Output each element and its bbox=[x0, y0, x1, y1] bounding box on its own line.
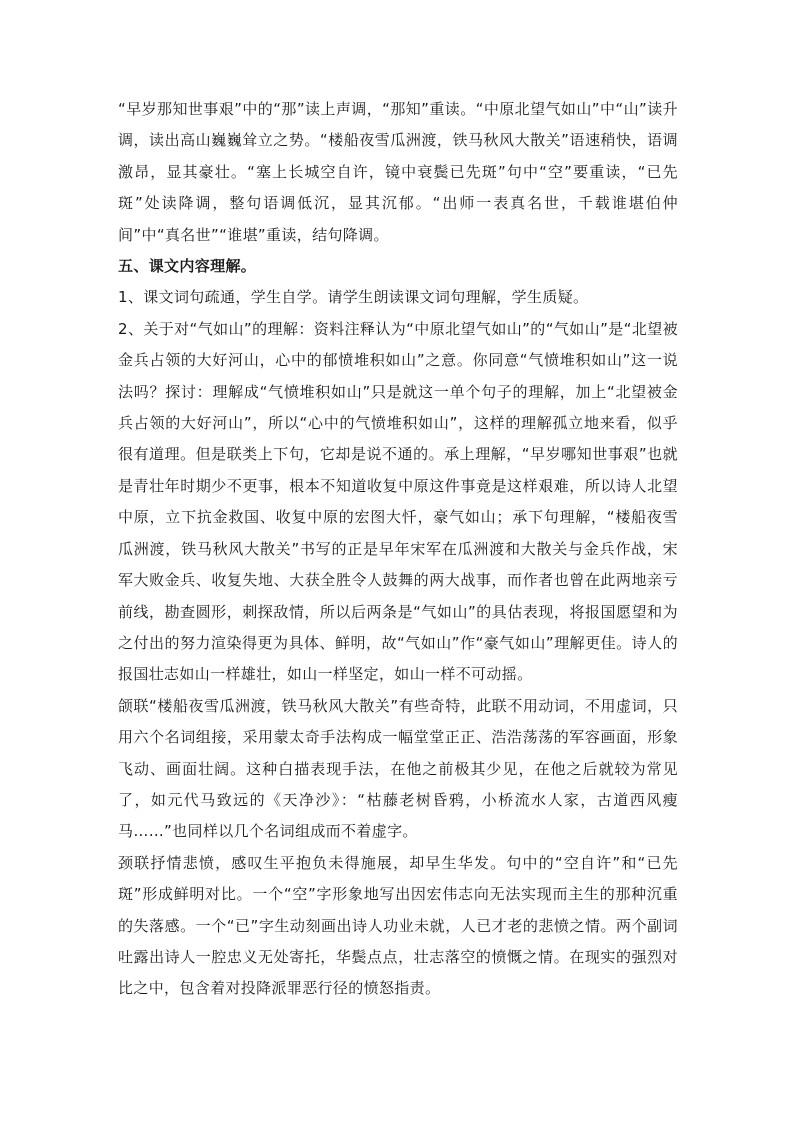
list-item: 2、关于对“气如山”的理解：资料注释认为“中原北望气如山”的“气如山”是“北望被金兵占领的大好河山，心中的郁愤堆积如山”之意。你同意“气愤堆积如山”这一说法吗？探讨：理解成“气愤堆积如山”只是就这一单个句子的理解，加上“北望被金兵占领的大好河山”，所以“心中的气愤堆积如山”，这样的理解孤立地来看，似乎很有道理。但是联类上下句，它却是说不通的。承上理解，“早岁哪知世事艰”也就是青壮年时期少不更事，根本不知道收复中原这件事竟是这样艰难，所以诗人北望中原，立下抗金救国、收复中原的宏图大忏，豪气如山；承下句理解，“楼船夜雪瓜洲渡，铁马秋风大散关”书写的正是早年宋军在瓜洲渡和大散关与金兵作战，宋军大败金兵、收复失地、大获全胜令人鼓舞的两大战事，而作者也曾在此两地亲亏前线，勘查圆形，刺探敌情，所以后两条是“气如山”的具估表现，将报国愿望和为之付出的努力渲染得更为具体、鲜明，故“气如山”作“豪气如山”理解更佳。诗人的报国壮志如山一样雄壮，如山一样坚定，如山一样不可动摇。 bbox=[118, 319, 678, 684]
list-item: 颈联抒情悲愤，感叹生平抱负未得施展，却早生华发。句中的“空自许”和“已先斑”形成鲜明对比。一个“空”字形象地写出因宏伟志向无法实现而主生的那种沉重的失落感。一个“已”字生动刻画出诗人功业未就，人已才老的悲愤之情。两个副词吐露出诗人一腔忠义无处寄托，华鬓点点，壮志落空的愤慨之情。在现实的强烈对比之中，包含着对投降派罪恶行径的愤怒指责。 bbox=[118, 853, 678, 998]
document-page bbox=[118, 94, 678, 1005]
section-title: 五、课文内容理解。 bbox=[118, 257, 257, 276]
reading-guide-paragraph: “早岁那知世事艰”中的“那”读上声调，“那知”重读。“中原北望气如山”中“山”读升调，读出高山巍巍耸立之势。“楼船夜雪瓜洲渡，铁马秋风大散关”语速稍快，语调激昂，显其豪壮。“塞上长城空自许，镜中衰鬓已先斑”句中“空”要重读，“已先斑”处读降调，整句语调低沉，显其沉郁。“出师一表真名世，千载谁堪伯仲间”中“真名世”“谁堪”重读，结句降调。 bbox=[118, 100, 678, 244]
list-item: 1、课文词句疏通，学生自学。请学生朗读课文词句理解，学生质疑。 bbox=[118, 288, 589, 307]
list-item: 颌联“楼船夜雪瓜洲渡，铁马秋风大散关”有些奇特，此联不用动词，不用虚词，只用六个名词组接，采用蒙太奇手法构成一幅堂堂正正、浩浩荡荡的军容画面，形象飞动、画面壮阔。这种白描表现手法，在他之前极其少见，在他之后就较为常见了，如元代马致远的《天净沙》：“枯藤老树昏鸦，小桥流水人家，古道西风瘦马……”也同样以几个名词组成而不着虚字。 bbox=[118, 696, 678, 841]
